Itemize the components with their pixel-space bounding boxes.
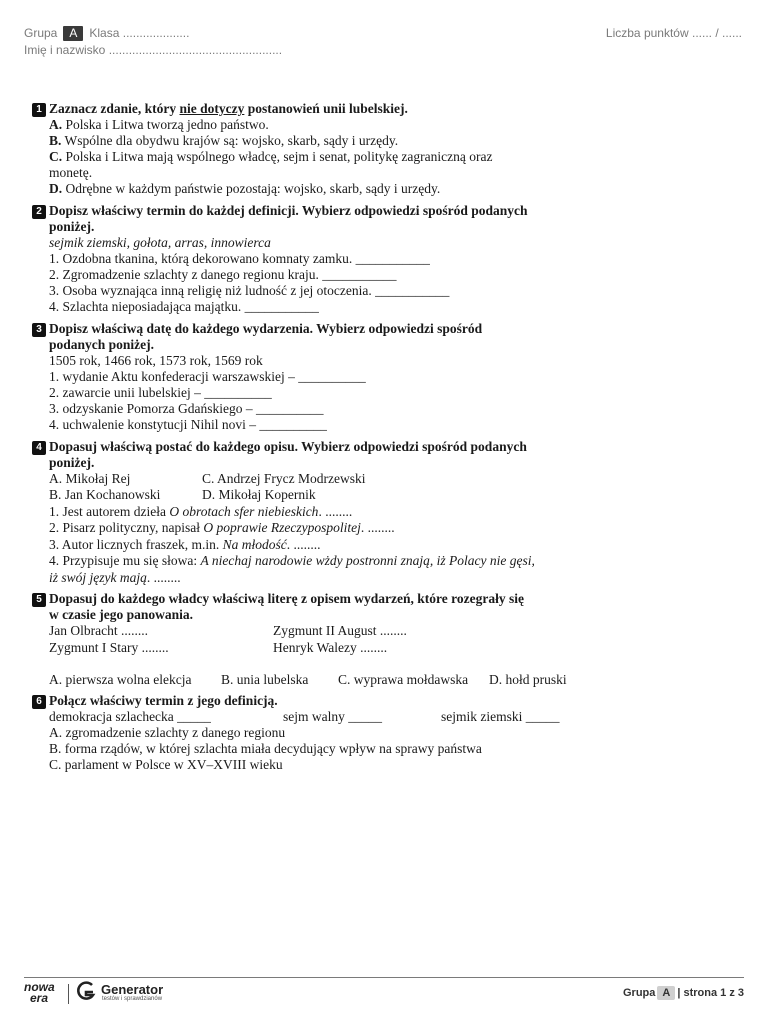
q3-item-3[interactable]: 3. odzyskanie Pomorza Gdańskiego – __________: [49, 401, 324, 416]
question-5-title: 5 Dopasuj do każdego władcy właściwą literę z opisem wydarzeń, które rozegrały się: [32, 591, 524, 607]
q4-item-2[interactable]: 2. Pisarz polityczny, napisał O poprawie Rzeczypospolitej. ........: [49, 520, 395, 535]
q4-person-c: C. Andrzej Frycz Modrzewski: [202, 471, 366, 486]
footer-logo-separator: [68, 984, 69, 1004]
q5-ruler-3[interactable]: Zygmunt I Stary ........: [49, 640, 169, 655]
group-label: Grupa: [24, 26, 58, 40]
footer-group-label: Grupa: [622, 987, 656, 999]
q4-person-a: A. Mikołaj Rej: [49, 471, 131, 486]
name-label: Imię i nazwisko: [24, 43, 106, 57]
q5-ruler-4[interactable]: Henryk Walezy ........: [273, 640, 388, 655]
q1-option-d[interactable]: D. Odrębne w każdym państwie pozostają: wojsko, skarb, sądy i urzędy.: [49, 181, 441, 196]
q4-person-d: D. Mikołaj Kopernik: [202, 487, 316, 502]
q6-term-2[interactable]: sejm walny _____: [283, 709, 382, 724]
q2-item-1[interactable]: 1. Ozdobna tkanina, którą dekorowano komnaty zamku. ___________: [49, 251, 430, 266]
q3-item-2[interactable]: 2. zawarcie unii lubelskiej – __________: [49, 385, 272, 400]
question-3-title-cont: podanych poniżej.: [49, 337, 155, 352]
q4-item-4-cont: iż swój język mają. ........: [49, 570, 181, 585]
q5-event-b: B. unia lubelska: [221, 672, 309, 687]
generator-logo-icon: [76, 980, 96, 1002]
nowa-era-logo: nowa era: [24, 980, 55, 1005]
q1-option-c[interactable]: C. Polska i Litwa mają wspólnego władcę, sejm i senat, politykę zagraniczną oraz: [49, 149, 493, 164]
q2-item-3[interactable]: 3. Osoba wyznająca inną religię niż ludność z jej otoczenia. ___________: [49, 283, 450, 298]
question-3-title: 3 Dopisz właściwą datę do każdego wydarzenia. Wybierz odpowiedzi spośród: [32, 321, 482, 337]
points-label: Liczba punktów: [605, 26, 689, 40]
class-label: Klasa: [89, 26, 120, 40]
question-5-title-cont: w czasie jego panowania.: [49, 607, 193, 622]
q2-item-2[interactable]: 2. Zgromadzenie szlachty z danego regionu kraju. ___________: [49, 267, 397, 282]
q6-term-1[interactable]: demokracja szlachecka _____: [49, 709, 211, 724]
question-2-title-cont: poniżej.: [49, 219, 95, 234]
footer-divider: [24, 977, 744, 978]
header-points-row: [606, 26, 742, 40]
q1-option-c-cont: monetę.: [49, 165, 93, 180]
question-number-badge: 4: [32, 441, 46, 455]
header-name-row: [24, 43, 282, 57]
q1-option-b[interactable]: B. Wspólne dla obydwu krajów są: wojsko, skarb, sądy i urzędy.: [49, 133, 399, 148]
group-badge: A: [63, 26, 83, 41]
q5-ruler-1[interactable]: Jan Olbracht ........: [49, 623, 148, 638]
question-number-badge: 5: [32, 593, 46, 607]
footer-group-badge: A: [657, 986, 675, 1000]
question-number-badge: 6: [32, 695, 46, 709]
q3-item-4[interactable]: 4. uchwalenie konstytucji Nihil novi – __________: [49, 417, 327, 432]
generator-logo-subtitle: testów i sprawdzianów: [102, 996, 163, 1002]
question-2-title: 2 Dopisz właściwy termin do każdej definicji. Wybierz odpowiedzi spośród podanych: [32, 203, 528, 219]
footer-page-info: [623, 986, 744, 1000]
footer-page-number: | strona 1 z 3: [677, 987, 744, 999]
q5-ruler-2[interactable]: Zygmunt II August ........: [273, 623, 407, 638]
q4-item-3[interactable]: 3. Autor licznych fraszek, m.in. Na młodość. ........: [49, 537, 321, 552]
generator-logo-text: Generator: [101, 982, 164, 997]
q2-term-bank: sejmik ziemski, gołota, arras, innowierca: [49, 235, 271, 250]
question-number-badge: 2: [32, 205, 46, 219]
q3-item-1[interactable]: 1. wydanie Aktu konfederacji warszawskiej – __________: [49, 369, 366, 384]
q3-date-bank: 1505 rok, 1466 rok, 1573 rok, 1569 rok: [49, 353, 263, 368]
question-number-badge: 3: [32, 323, 46, 337]
q4-person-b: B. Jan Kochanowski: [49, 487, 161, 502]
question-4-title: 4 Dopasuj właściwą postać do każdego opisu. Wybierz odpowiedzi spośród podanych: [32, 439, 527, 455]
question-1-title: 1 Zaznacz zdanie, który nie dotyczy postanowień unii lubelskiej.: [32, 101, 408, 117]
q6-def-b: B. forma rządów, w której szlachta miała decydujący wpływ na sprawy państwa: [49, 741, 482, 756]
question-4-title-cont: poniżej.: [49, 455, 95, 470]
name-field[interactable]: ....................................................: [108, 43, 283, 57]
class-field[interactable]: ....................: [122, 26, 190, 40]
q6-def-c: C. parlament w Polsce w XV–XVIII wieku: [49, 757, 283, 772]
q5-event-a: A. pierwsza wolna elekcja: [49, 672, 192, 687]
q4-item-4[interactable]: 4. Przypisuje mu się słowa: A niechaj narodowie wżdy postronni znają, iż Polacy nie gęsi,: [49, 553, 535, 568]
q6-def-a: A. zgromadzenie szlachty z danego regionu: [49, 725, 286, 740]
q5-event-d: D. hołd pruski: [489, 672, 567, 687]
q1-option-a[interactable]: A. Polska i Litwa tworzą jedno państwo.: [49, 117, 269, 132]
q2-item-4[interactable]: 4. Szlachta nieposiadająca majątku. ___________: [49, 299, 319, 314]
q5-event-c: C. wyprawa mołdawska: [338, 672, 469, 687]
header-group-row: [24, 26, 189, 41]
q6-term-3[interactable]: sejmik ziemski _____: [441, 709, 560, 724]
points-field[interactable]: ...... / ......: [691, 26, 742, 40]
question-6-title: 6 Połącz właściwy termin z jego definicją.: [32, 693, 278, 709]
question-number-badge: 1: [32, 103, 46, 117]
q4-item-1[interactable]: 1. Jest autorem dzieła O obrotach sfer niebieskich. ........: [49, 504, 353, 519]
